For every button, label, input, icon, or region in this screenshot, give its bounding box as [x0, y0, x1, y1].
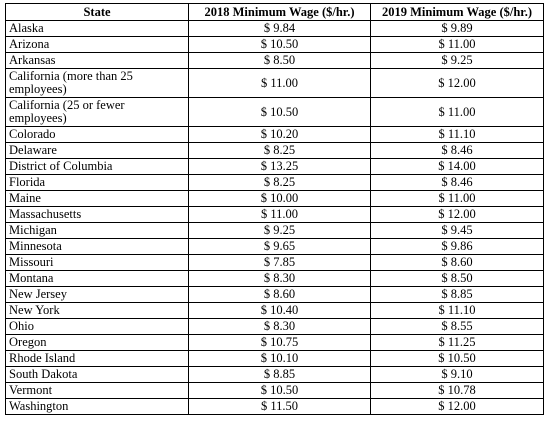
- wage-2019-cell: $ 10.50: [371, 351, 544, 367]
- wage-2019-cell: $ 10.78: [371, 383, 544, 399]
- state-cell: Colorado: [6, 127, 189, 143]
- wage-2019-cell: $ 8.85: [371, 287, 544, 303]
- wage-2018-cell: $ 8.60: [189, 287, 371, 303]
- wage-2018-cell: $ 13.25: [189, 159, 371, 175]
- wage-2019-cell: $ 11.00: [371, 191, 544, 207]
- wage-table-container: [5, 3, 544, 415]
- wage-2019-cell: $ 12.00: [371, 399, 544, 415]
- wage-2019-cell: $ 11.00: [371, 37, 544, 53]
- table-row: [6, 319, 544, 335]
- wage-2018-cell: $ 8.25: [189, 143, 371, 159]
- wage-2018-cell: $ 9.65: [189, 239, 371, 255]
- wage-2018-cell: $ 10.10: [189, 351, 371, 367]
- header-2018-wage: 2018 Minimum Wage ($/hr.): [189, 4, 371, 21]
- table-row: [6, 255, 544, 271]
- state-cell: Michigan: [6, 223, 189, 239]
- wage-2019-cell: $ 9.10: [371, 367, 544, 383]
- state-cell: Montana: [6, 271, 189, 287]
- wage-2019-cell: $ 8.50: [371, 271, 544, 287]
- wage-2019-cell: $ 14.00: [371, 159, 544, 175]
- wage-2018-cell: $ 9.25: [189, 223, 371, 239]
- wage-2019-cell: $ 12.00: [371, 69, 544, 98]
- state-cell: Rhode Island: [6, 351, 189, 367]
- table-row: [6, 175, 544, 191]
- header-2019-wage: 2019 Minimum Wage ($/hr.): [371, 4, 544, 21]
- table-row: [6, 69, 544, 98]
- wage-2019-cell: $ 8.46: [371, 143, 544, 159]
- wage-2019-cell: $ 9.86: [371, 239, 544, 255]
- table-row: [6, 239, 544, 255]
- wage-2018-cell: $ 10.50: [189, 37, 371, 53]
- table-row: [6, 383, 544, 399]
- wage-2018-cell: $ 10.50: [189, 383, 371, 399]
- table-body: [6, 21, 544, 415]
- state-cell: Washington: [6, 399, 189, 415]
- state-cell: Maine: [6, 191, 189, 207]
- table-row: [6, 399, 544, 415]
- wage-2019-cell: $ 11.25: [371, 335, 544, 351]
- table-row: [6, 351, 544, 367]
- state-cell: Delaware: [6, 143, 189, 159]
- state-cell: New York: [6, 303, 189, 319]
- wage-2018-cell: $ 11.00: [189, 69, 371, 98]
- table-row: [6, 37, 544, 53]
- header-row: [6, 4, 544, 21]
- state-cell: Florida: [6, 175, 189, 191]
- state-cell: Alaska: [6, 21, 189, 37]
- wage-2018-cell: $ 10.40: [189, 303, 371, 319]
- state-cell: Ohio: [6, 319, 189, 335]
- wage-2019-cell: $ 9.25: [371, 53, 544, 69]
- wage-2018-cell: $ 10.75: [189, 335, 371, 351]
- wage-2018-cell: $ 8.25: [189, 175, 371, 191]
- state-cell: California (more than 25 employees): [6, 69, 189, 98]
- table-row: [6, 287, 544, 303]
- wage-2019-cell: $ 8.60: [371, 255, 544, 271]
- state-cell: Massachusetts: [6, 207, 189, 223]
- state-cell: Arizona: [6, 37, 189, 53]
- minimum-wage-table: [5, 3, 544, 415]
- wage-2019-cell: $ 8.55: [371, 319, 544, 335]
- wage-2019-cell: $ 9.45: [371, 223, 544, 239]
- wage-2019-cell: $ 12.00: [371, 207, 544, 223]
- wage-2018-cell: $ 7.85: [189, 255, 371, 271]
- wage-2018-cell: $ 8.30: [189, 319, 371, 335]
- state-cell: New Jersey: [6, 287, 189, 303]
- wage-2019-cell: $ 9.89: [371, 21, 544, 37]
- wage-2018-cell: $ 8.50: [189, 53, 371, 69]
- wage-2018-cell: $ 11.00: [189, 207, 371, 223]
- state-cell: South Dakota: [6, 367, 189, 383]
- state-cell: Missouri: [6, 255, 189, 271]
- wage-2019-cell: $ 8.46: [371, 175, 544, 191]
- wage-2018-cell: $ 8.85: [189, 367, 371, 383]
- state-cell: Oregon: [6, 335, 189, 351]
- table-row: [6, 53, 544, 69]
- state-cell: California (25 or fewer employees): [6, 98, 189, 127]
- table-row: [6, 335, 544, 351]
- state-cell: Arkansas: [6, 53, 189, 69]
- wage-2018-cell: $ 10.20: [189, 127, 371, 143]
- table-row: [6, 367, 544, 383]
- table-row: [6, 21, 544, 37]
- table-row: [6, 159, 544, 175]
- wage-2019-cell: $ 11.00: [371, 98, 544, 127]
- table-row: [6, 127, 544, 143]
- wage-2018-cell: $ 10.00: [189, 191, 371, 207]
- table-row: [6, 98, 544, 127]
- state-cell: Minnesota: [6, 239, 189, 255]
- table-row: [6, 271, 544, 287]
- wage-2019-cell: $ 11.10: [371, 127, 544, 143]
- table-row: [6, 223, 544, 239]
- state-cell: Vermont: [6, 383, 189, 399]
- header-state: State: [6, 4, 189, 21]
- wage-2018-cell: $ 10.50: [189, 98, 371, 127]
- table-row: [6, 143, 544, 159]
- table-row: [6, 303, 544, 319]
- wage-2018-cell: $ 8.30: [189, 271, 371, 287]
- table-row: [6, 207, 544, 223]
- table-row: [6, 191, 544, 207]
- wage-2019-cell: $ 11.10: [371, 303, 544, 319]
- wage-2018-cell: $ 11.50: [189, 399, 371, 415]
- wage-2018-cell: $ 9.84: [189, 21, 371, 37]
- state-cell: District of Columbia: [6, 159, 189, 175]
